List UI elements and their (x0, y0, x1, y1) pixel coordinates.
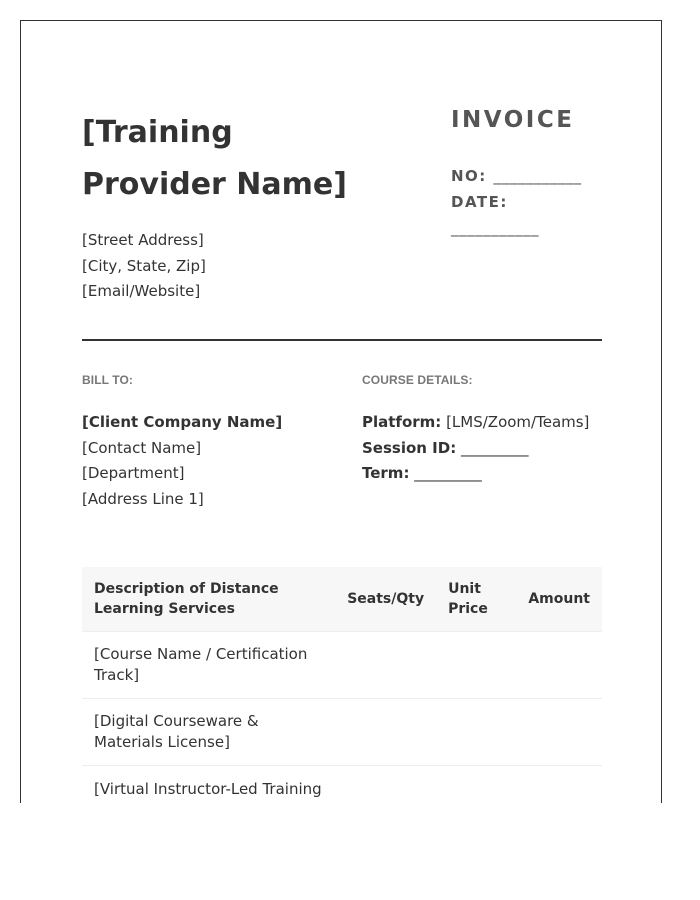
client-address: [Address Line 1] (82, 489, 204, 508)
course-details-block (362, 410, 589, 487)
term-blank: _________ (414, 464, 482, 482)
table-header-row (82, 567, 602, 632)
row-qty (335, 766, 436, 804)
session-id-blank: _________ (461, 438, 529, 457)
term-label: Term: (362, 464, 410, 482)
line-items-table (82, 567, 602, 803)
row-price (436, 632, 516, 699)
provider-address (82, 228, 206, 305)
header-seats-qty: Seats/Qty (335, 567, 436, 632)
provider-street: [Street Address] (82, 231, 204, 249)
row-description: [Virtual Instructor-Led Training (94, 780, 322, 798)
table-row (82, 632, 602, 699)
provider-name: [Training Provider Name] (82, 115, 347, 202)
course-details-label: COURSE DETAILS: (362, 373, 473, 387)
row-price (436, 766, 516, 804)
header-unit-price: Unit Price (436, 567, 516, 632)
invoice-date-label: DATE: (451, 193, 508, 211)
provider-city: [City, State, Zip] (82, 256, 206, 275)
client-company-name: [Client Company Name] (82, 413, 283, 431)
provider-contact: [Email/Website] (82, 282, 201, 300)
session-line (362, 436, 589, 462)
row-amount (516, 699, 602, 766)
invoice-sheet (20, 20, 662, 803)
invoice-date-blank: ___________ (451, 219, 539, 237)
invoice-number-label: NO: (451, 167, 487, 185)
row-amount (516, 632, 602, 699)
row-qty (335, 699, 436, 766)
term-line (362, 461, 589, 487)
row-qty (335, 632, 436, 699)
platform-line (362, 410, 589, 436)
header-divider (82, 339, 602, 341)
bill-to-block (82, 410, 282, 512)
table-row (82, 699, 602, 766)
row-amount (516, 766, 602, 804)
row-price (436, 699, 516, 766)
platform-value: [LMS/Zoom/Teams] (446, 413, 590, 431)
bill-to-label: BILL TO: (82, 373, 134, 387)
client-department: [Department] (82, 464, 185, 482)
invoice-title: INVOICE (451, 107, 575, 133)
header-amount: Amount (516, 567, 602, 632)
header-description: Description of Distance Learning Services (82, 567, 335, 632)
invoice-number-blank: ___________ (493, 167, 582, 185)
row-description: [Course Name / Certification Track] (82, 632, 335, 699)
session-id-label: Session ID: (362, 438, 457, 457)
platform-label: Platform: (362, 413, 442, 431)
table-row (82, 766, 602, 804)
row-description: [Digital Courseware & Materials License] (82, 699, 335, 766)
client-contact-name: [Contact Name] (82, 438, 202, 457)
invoice-meta (451, 163, 601, 241)
